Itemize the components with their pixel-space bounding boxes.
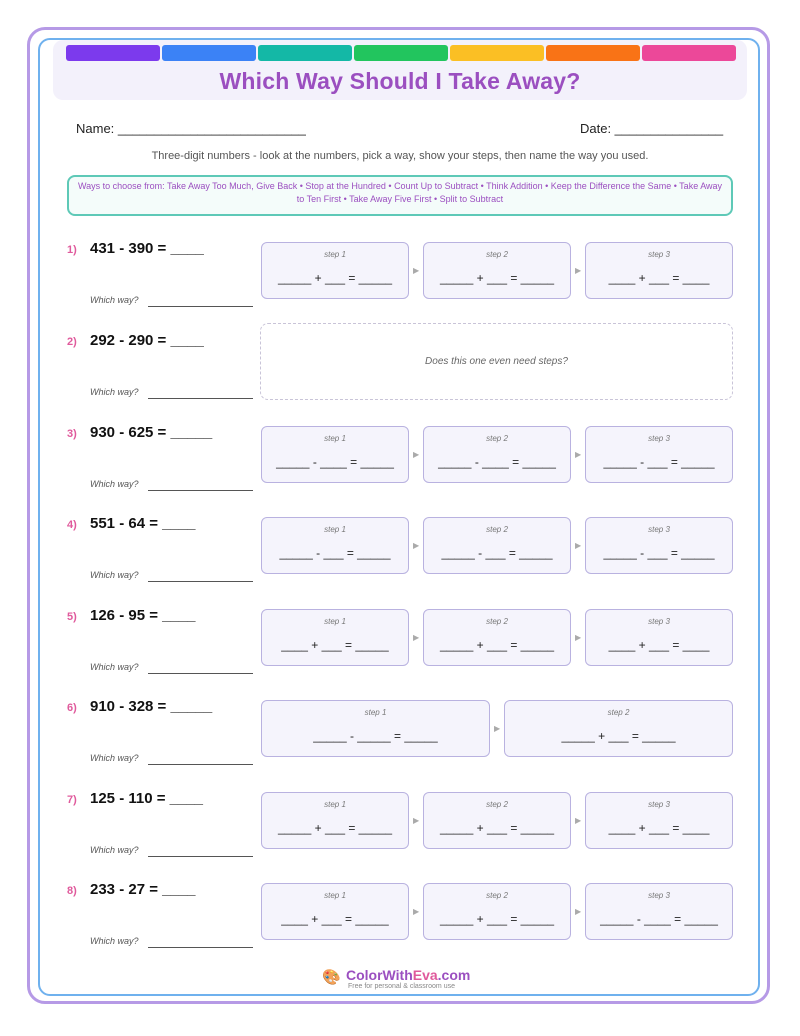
step-label: step 3 xyxy=(648,800,670,809)
step-label: step 1 xyxy=(324,434,346,443)
problem-equation[interactable]: 551 - 64 = ____ xyxy=(90,515,196,532)
step-box[interactable] xyxy=(585,792,733,849)
problem-equation[interactable]: 292 - 290 = ____ xyxy=(90,332,204,349)
step-box[interactable] xyxy=(261,517,409,574)
step-arrow-icon: ▶ xyxy=(413,266,420,275)
which-way-answer-line[interactable] xyxy=(148,490,253,491)
step-arrow-icon: ▶ xyxy=(413,816,420,825)
date-field[interactable]: Date: _______________ xyxy=(580,121,724,136)
step-box[interactable] xyxy=(423,242,571,299)
step-equation[interactable]: _____ - ____ = _____ xyxy=(438,455,556,469)
rainbow-segment xyxy=(450,45,544,61)
step-label: step 2 xyxy=(486,891,508,900)
step-box[interactable] xyxy=(423,517,571,574)
step-box[interactable] xyxy=(504,700,733,757)
problem-equation[interactable]: 125 - 110 = ____ xyxy=(90,790,204,807)
rainbow-segment xyxy=(642,45,736,61)
step-equation[interactable]: _____ + ___ = _____ xyxy=(561,729,676,743)
step-box[interactable] xyxy=(261,426,409,483)
step-label: step 1 xyxy=(324,617,346,626)
step-box[interactable] xyxy=(585,242,733,299)
palette-icon: 🎨 xyxy=(322,969,341,986)
step-equation[interactable]: _____ - ___ = _____ xyxy=(603,455,715,469)
step-equation[interactable]: ____ + ___ = ____ xyxy=(608,271,710,285)
step-arrow-icon: ▶ xyxy=(575,450,582,459)
step-arrow-icon: ▶ xyxy=(413,907,420,916)
step-label: step 1 xyxy=(324,250,346,259)
step-label: step 2 xyxy=(486,617,508,626)
which-way-label: Which way? xyxy=(90,479,139,489)
rainbow-segment xyxy=(66,45,160,61)
step-equation[interactable]: _____ - ____ = _____ xyxy=(276,455,394,469)
footer-brand: ColorWithEva.com xyxy=(346,967,471,983)
which-way-label: Which way? xyxy=(90,570,139,580)
step-equation[interactable]: _____ - ___ = _____ xyxy=(279,546,391,560)
which-way-answer-line[interactable] xyxy=(148,856,253,857)
step-arrow-icon: ▶ xyxy=(413,450,420,459)
step-equation[interactable]: _____ - ___ = _____ xyxy=(603,546,715,560)
no-steps-box xyxy=(260,323,733,400)
step-label: step 2 xyxy=(486,250,508,259)
step-box[interactable] xyxy=(585,517,733,574)
step-label: step 1 xyxy=(324,525,346,534)
step-equation[interactable]: ____ + ___ = _____ xyxy=(281,638,389,652)
which-way-answer-line[interactable] xyxy=(148,764,253,765)
step-equation[interactable]: ____ + ___ = ____ xyxy=(608,638,710,652)
step-equation[interactable]: _____ + ___ = _____ xyxy=(439,821,555,835)
footer-logo xyxy=(322,966,492,994)
step-equation[interactable]: _____ + ___ = _____ xyxy=(439,638,555,652)
problem-equation[interactable]: 431 - 390 = ____ xyxy=(90,240,204,257)
step-box[interactable] xyxy=(423,792,571,849)
problem-number: 5) xyxy=(67,611,77,623)
problem-number: 2) xyxy=(67,336,77,348)
step-label: step 3 xyxy=(648,617,670,626)
step-arrow-icon: ▶ xyxy=(575,266,582,275)
step-label: step 1 xyxy=(324,800,346,809)
which-way-answer-line[interactable] xyxy=(148,398,253,399)
step-label: step 2 xyxy=(486,525,508,534)
problem-number: 6) xyxy=(67,702,77,714)
step-label: step 3 xyxy=(648,250,670,259)
problem-equation[interactable]: 126 - 95 = ____ xyxy=(90,607,196,624)
step-label: step 3 xyxy=(648,525,670,534)
which-way-label: Which way? xyxy=(90,845,139,855)
step-box[interactable] xyxy=(423,883,571,940)
which-way-answer-line[interactable] xyxy=(148,673,253,674)
which-way-label: Which way? xyxy=(90,662,139,672)
which-way-answer-line[interactable] xyxy=(148,581,253,582)
problem-equation[interactable]: 233 - 27 = ____ xyxy=(90,881,196,898)
step-box[interactable] xyxy=(261,883,409,940)
which-way-label: Which way? xyxy=(90,387,139,397)
rainbow-segment xyxy=(258,45,352,61)
footer-tagline: Free for personal & classroom use xyxy=(348,983,455,990)
step-arrow-icon: ▶ xyxy=(413,541,420,550)
step-equation[interactable]: _____ + ___ = _____ xyxy=(277,271,393,285)
step-equation[interactable]: _____ - _____ = _____ xyxy=(313,729,438,743)
step-label: step 3 xyxy=(648,434,670,443)
step-equation[interactable]: _____ + ___ = _____ xyxy=(439,271,555,285)
step-equation[interactable]: _____ - ____ = _____ xyxy=(600,912,718,926)
instructions-text: Three-digit numbers - look at the numbers, pick a way, show your steps, then name the way you used. xyxy=(151,150,649,162)
step-arrow-icon: ▶ xyxy=(575,907,582,916)
problem-number: 7) xyxy=(67,794,77,806)
step-box[interactable] xyxy=(261,242,409,299)
problem-number: 8) xyxy=(67,885,77,897)
step-box[interactable] xyxy=(423,426,571,483)
page-title: Which Way Should I Take Away? xyxy=(219,68,581,94)
step-equation[interactable]: _____ - ___ = _____ xyxy=(441,546,553,560)
name-field[interactable]: Name: __________________________ xyxy=(76,121,306,136)
step-box[interactable] xyxy=(261,700,490,757)
step-equation[interactable]: ____ + ___ = _____ xyxy=(281,912,389,926)
step-arrow-icon: ▶ xyxy=(575,633,582,642)
step-label: step 2 xyxy=(486,434,508,443)
step-label: step 3 xyxy=(648,891,670,900)
step-label: step 1 xyxy=(324,891,346,900)
which-way-label: Which way? xyxy=(90,936,139,946)
ways-box: Ways to choose from: Take Away Too Much, Give Back • Stop at the Hundred • Count Up to Subtract • Think Addition • Keep the Difference the Same • Take Away to Ten First • Take Away Five First • Split to Subtract xyxy=(67,175,733,216)
problem-equation[interactable]: 930 - 625 = _____ xyxy=(90,424,213,441)
step-equation[interactable]: _____ + ___ = _____ xyxy=(277,821,393,835)
step-box[interactable] xyxy=(261,792,409,849)
problem-number: 4) xyxy=(67,519,77,531)
step-arrow-icon: ▶ xyxy=(494,724,501,733)
step-box[interactable] xyxy=(585,883,733,940)
rainbow-segment xyxy=(546,45,640,61)
step-label: step 2 xyxy=(486,800,508,809)
step-equation[interactable]: ____ + ___ = ____ xyxy=(608,821,710,835)
step-label: step 2 xyxy=(607,708,630,717)
no-steps-note: Does this one even need steps? xyxy=(425,356,568,367)
problem-number: 1) xyxy=(67,244,77,256)
step-box[interactable] xyxy=(585,609,733,666)
rainbow-segment xyxy=(354,45,448,61)
which-way-answer-line[interactable] xyxy=(148,306,253,307)
step-equation[interactable]: _____ + ___ = _____ xyxy=(439,912,555,926)
step-arrow-icon: ▶ xyxy=(575,541,582,550)
which-way-label: Which way? xyxy=(90,753,139,763)
which-way-label: Which way? xyxy=(90,295,139,305)
which-way-answer-line[interactable] xyxy=(148,947,253,948)
problem-number: 3) xyxy=(67,428,77,440)
problem-equation[interactable]: 910 - 328 = _____ xyxy=(90,698,213,715)
step-label: step 1 xyxy=(364,708,387,717)
step-box[interactable] xyxy=(261,609,409,666)
rainbow-bar xyxy=(66,45,736,61)
step-arrow-icon: ▶ xyxy=(575,816,582,825)
rainbow-segment xyxy=(162,45,256,61)
step-box[interactable] xyxy=(585,426,733,483)
step-box[interactable] xyxy=(423,609,571,666)
step-arrow-icon: ▶ xyxy=(413,633,420,642)
